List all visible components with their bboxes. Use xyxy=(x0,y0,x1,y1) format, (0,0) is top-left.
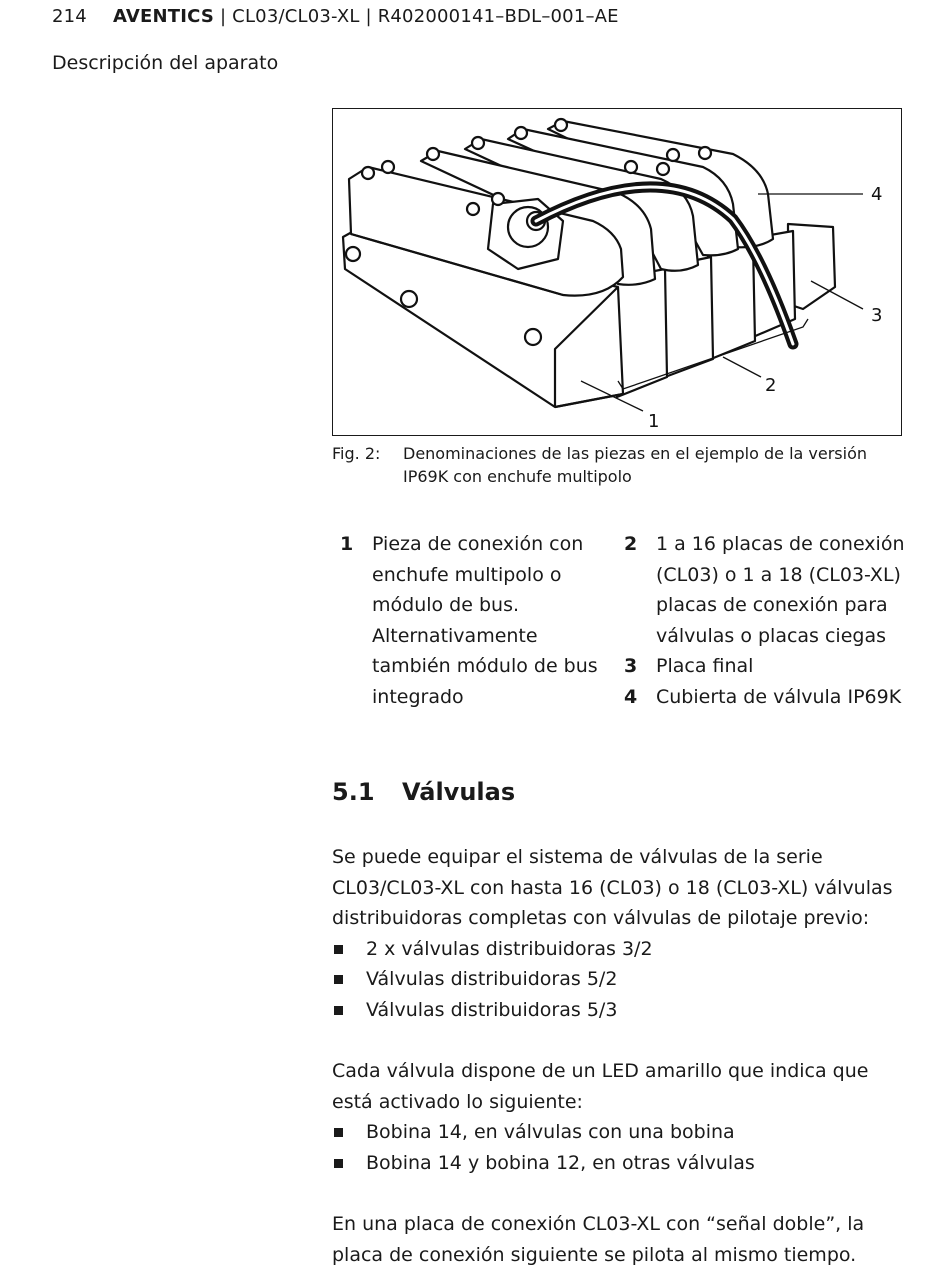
legend-item xyxy=(624,651,924,682)
list-item-text: 2 x válvulas distribuidoras 3/2 xyxy=(366,937,653,960)
bullet-square-icon xyxy=(334,975,343,984)
section-number: 5.1 xyxy=(332,778,375,806)
paragraph-text: Cada válvula dispone de un LED amarillo que indica que está activado lo siguiente: xyxy=(332,1060,869,1113)
legend-text: 1 a 16 placas de conexión (CL03) o 1 a 18 (CL03-XL) placas de conexión para válvulas o placas ciegas xyxy=(656,533,905,647)
section-label: Descripción del aparato xyxy=(52,52,279,74)
paragraph-double-signal xyxy=(332,1209,912,1270)
callout-1: 1 xyxy=(648,411,660,432)
callout-2: 2 xyxy=(765,375,777,396)
paragraph-text: En una placa de conexión CL03-XL con “señal doble”, la placa de conexión siguiente se pilota al mismo tiempo. xyxy=(332,1213,865,1266)
legend-number: 1 xyxy=(340,533,354,555)
list-item-text: Bobina 14, en válvulas con una bobina xyxy=(366,1121,735,1143)
legend-text: Placa final xyxy=(656,655,754,677)
valve-system-illustration xyxy=(333,109,900,434)
callout-3: 3 xyxy=(871,305,883,326)
bullet-square-icon xyxy=(334,1006,343,1015)
section-heading xyxy=(332,778,515,806)
figure-caption-text: Denominaciones de las piezas en el ejemplo de la versión IP69K con enchufe multipolo xyxy=(403,444,867,486)
legend-number: 2 xyxy=(624,533,638,555)
legend-number: 3 xyxy=(624,655,638,677)
figure-caption-number: Fig. 2: xyxy=(332,444,381,463)
bullet-square-icon xyxy=(334,1128,343,1137)
legend-text: Cubierta de válvula IP69K xyxy=(656,685,902,708)
figure-caption xyxy=(332,442,892,488)
valve-type-list xyxy=(332,934,912,1026)
list-item xyxy=(332,1148,912,1179)
legend-item xyxy=(624,682,924,713)
bullet-square-icon xyxy=(334,945,343,954)
page-number: 214 xyxy=(52,6,87,27)
legend-number: 4 xyxy=(624,685,638,708)
list-item xyxy=(332,995,912,1026)
list-item xyxy=(332,1117,912,1148)
paragraph-led xyxy=(332,1056,912,1178)
legend-left xyxy=(340,529,610,712)
figure-valve-system xyxy=(332,108,902,436)
list-item xyxy=(332,934,912,965)
callout-4: 4 xyxy=(871,184,883,205)
list-item-text: Bobina 14 y bobina 12, en otras válvulas xyxy=(366,1151,755,1174)
legend-item xyxy=(340,529,610,712)
list-item-text: Válvulas distribuidoras 5/2 xyxy=(366,968,618,990)
list-item-text: Válvulas distribuidoras 5/3 xyxy=(366,998,618,1021)
led-list xyxy=(332,1117,912,1178)
paragraph-text: Se puede equipar el sistema de válvulas de la serie CL03/CL03-XL con hasta 16 (CL03) o 18 (CL03-XL) válvulas distribuidoras completas con válvulas de pilotaje previo: xyxy=(332,846,893,929)
bullet-square-icon xyxy=(334,1159,343,1168)
page-header xyxy=(52,6,619,27)
list-item xyxy=(332,964,912,995)
section-title: Válvulas xyxy=(402,778,516,806)
brand-name: AVENTICS xyxy=(112,6,215,27)
document-info: | CL03/CL03-XL | R402000141–BDL–001–AE xyxy=(214,6,619,27)
legend-text: Pieza de conexión con enchufe multipolo o módulo de bus. Alternativamente también módulo de bus integrado xyxy=(372,533,598,708)
legend-item xyxy=(624,529,924,651)
paragraph-intro xyxy=(332,842,912,1025)
legend-right xyxy=(624,529,924,712)
